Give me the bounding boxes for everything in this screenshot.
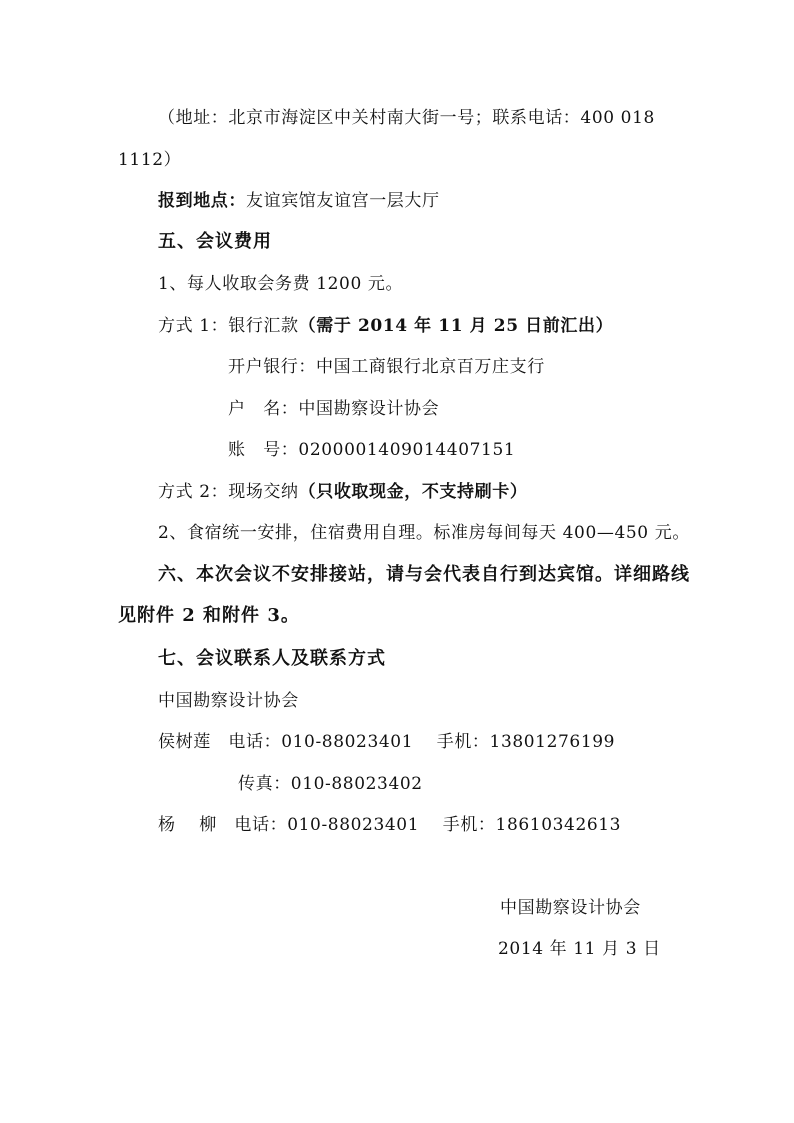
signature-date: 2014 年 11 月 3 日 <box>498 939 661 959</box>
bank-name: 开户银行：中国工商银行北京百万庄支行 <box>228 357 545 377</box>
contact-person-2: 杨 柳 电话：010-88023401 手机：18610342613 <box>158 815 622 835</box>
address-line-1: （地址：北京市海淀区中关村南大街一号；联系电话：400 018 <box>158 108 655 128</box>
fees-heading: 五、会议费用 <box>158 231 272 252</box>
payment-method-2-label: 方式 2：现场交纳 <box>158 482 299 502</box>
fees-item-2: 2、食宿统一安排，住宿费用自理。标准房每间每天 400—450 元。 <box>158 523 690 543</box>
fees-item-1: 1、每人收取会务费 1200 元。 <box>158 274 404 294</box>
payment-method-1-note: （需于 2014 年 11 月 25 日前汇出） <box>298 316 614 336</box>
checkin-location <box>158 189 440 213</box>
contact-fax: 传真：010-88023402 <box>238 774 423 794</box>
address-line-2: 1112） <box>118 150 182 170</box>
account-number: 账 号：0200001409014407151 <box>228 440 516 460</box>
checkin-value: 友谊宾馆友谊宫一层大厅 <box>246 191 440 211</box>
contacts-org: 中国勘察设计协会 <box>158 691 299 711</box>
pickup-notice-line-1: 六、本次会议不安排接站，请与会代表自行到达宾馆。详细路线 <box>158 564 690 585</box>
pickup-notice-line-2: 见附件 2 和附件 3。 <box>118 605 300 626</box>
account-name: 户 名：中国勘察设计协会 <box>228 399 440 419</box>
signature-org: 中国勘察设计协会 <box>500 898 641 918</box>
payment-method-1-label: 方式 1：银行汇款 <box>158 316 299 336</box>
checkin-label: 报到地点： <box>158 191 246 211</box>
payment-method-2 <box>158 480 527 504</box>
payment-method-2-note: （只收取现金，不支持刷卡） <box>298 482 528 502</box>
contact-person-1: 侯树莲 电话：010-88023401 手机：13801276199 <box>158 732 616 752</box>
contacts-heading: 七、会议联系人及联系方式 <box>158 648 386 669</box>
payment-method-1 <box>158 314 613 338</box>
